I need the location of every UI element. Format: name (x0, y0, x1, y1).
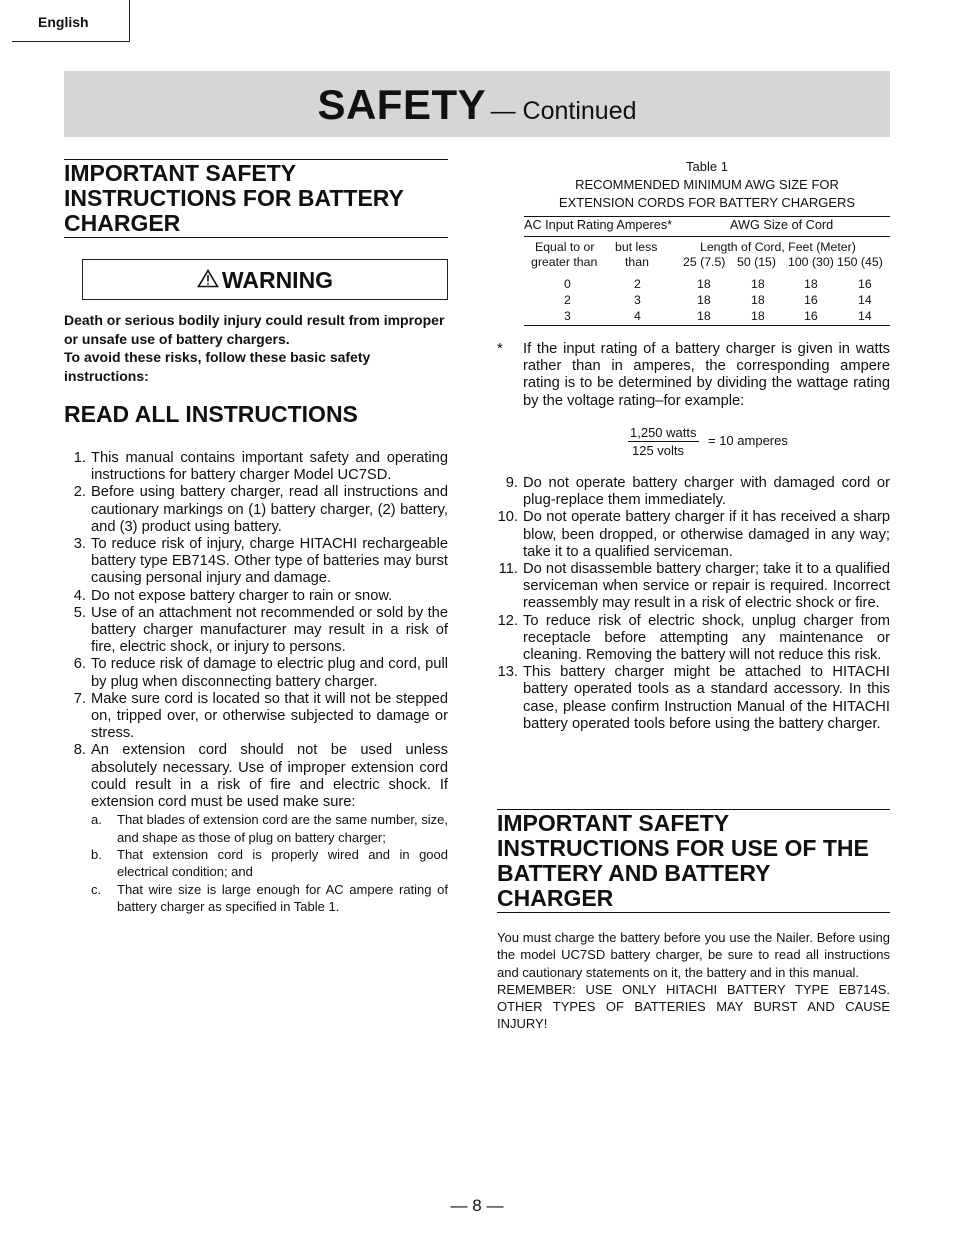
table-cell: 2 (634, 277, 641, 291)
page-number: — 8 — (450, 1196, 504, 1215)
footnote-text: If the input rating of a battery charger is given in watts rather than in amperes, the corresponding ampere rating is to be determined by dividing the wattage rating by the voltage rating–for example: (523, 341, 890, 409)
list-item: 7. Make sure cord is located so that it will not be stepped on, tripped over, or otherwise subjected to damage or stress. (73, 690, 448, 742)
table-group-header (524, 217, 890, 237)
section-heading-battery-charger: IMPORTANT SAFETY INSTRUCTIONS FOR BATTERY CHARGER (64, 159, 448, 238)
table-cell: 16 (804, 309, 818, 323)
list-item: 4. Do not expose battery charger to rain or snow. (73, 587, 393, 604)
footnote-marker: * (497, 341, 503, 357)
list-item: 6. To reduce risk of damage to electric plug and cord, pull by plug when disconnecting battery charger. (73, 656, 448, 690)
section-heading-battery-use: IMPORTANT SAFETY INSTRUCTIONS FOR USE OF THE BATTERY AND BATTERY CHARGER (497, 809, 890, 913)
sub-list-item: a. That blades of extension cord are the same number, size, and shape as those of plug on battery charger; (91, 812, 448, 845)
table-cell: 4 (634, 309, 641, 323)
warning-box (82, 259, 448, 300)
table-cell: 18 (751, 277, 765, 291)
table-sub-header: Equal to or greater than but less than Length of Cord, Feet (Meter) 25 (7.5) 50 (15) 100 (30) 150 (45) (531, 240, 883, 269)
paragraph: REMEMBER: USE ONLY HITACHI BATTERY TYPE EB714S. OTHER TYPES OF BATTERIES MAY BURST AND CAUSE INJURY! (497, 981, 890, 1032)
left-column (64, 159, 448, 916)
list-item: 9. Do not operate battery charger with damaged cord or plug-replace them immediately. (505, 475, 890, 509)
read-all-instructions-heading: READ ALL INSTRUCTIONS (64, 401, 358, 427)
table-cell: 0 (564, 277, 571, 291)
list-item: 10. Do not operate battery charger if it has received a sharp blow, been dropped, or otherwise damaged in any way; take it to a qualified serviceman. (497, 509, 890, 560)
section-battery-use (497, 809, 890, 913)
table-cell: 18 (751, 293, 765, 307)
table-cell: 18 (751, 309, 765, 323)
table-cell: 16 (804, 293, 818, 307)
table-header-cell: AWG Size of Cord (730, 218, 834, 232)
warning-label: WARNING (221, 267, 334, 293)
warning-text (64, 311, 448, 385)
list-item: 2. Before using battery charger, read all instructions and cautionary markings on (1) battery charger, (2) battery, and (3) product using battery. (73, 484, 448, 535)
list-item: 1. This manual contains important safety and operating instructions for battery charger Model UC7SD. (73, 450, 448, 484)
formula-numerator: 1,250 watts (630, 425, 697, 440)
instruction-list-continued (497, 475, 890, 733)
warning-line: Death or serious bodily injury could result from improper or unsafe use of battery chargers. (64, 312, 445, 347)
table-header-cell: AC Input Rating Amperes* (524, 218, 673, 232)
page-title-continued: — Continued (490, 97, 637, 125)
table-cell: 18 (697, 309, 711, 323)
sub-list-item: c. That wire size is large enough for AC ampere rating of battery charger as specified in Table 1. (91, 881, 448, 915)
sub-list-item: b. That extension cord is properly wired and in good electrical condition; and (91, 847, 448, 880)
battery-use-text (497, 929, 890, 1033)
sub-list (91, 811, 448, 915)
list-item: 11. Do not disassemble battery charger; take it to a qualified serviceman when service or repair is required. Incorrect reassembly may result in a risk of electric shock or fire. (498, 561, 890, 612)
awg-table (524, 158, 890, 326)
table-cell: 3 (564, 309, 571, 323)
formula-denominator: 125 volts (632, 443, 685, 458)
table-grid (524, 216, 890, 326)
language-tab: English (12, 0, 130, 42)
formula-result: = 10 amperes (708, 433, 788, 448)
table-cell: 18 (697, 277, 711, 291)
list-item: 5. Use of an attachment not recommended or sold by the battery charger manufacturer may result in a risk of fire, electric shock, or injury to persons. (73, 604, 448, 656)
table-cell: 3 (634, 293, 641, 307)
table-body (524, 277, 890, 325)
paragraph: You must charge the battery before you use the Nailer. Before using the model UC7SD battery charger, be sure to read all instructions and cautionary statements on it, the battery and in this manual. (497, 930, 890, 980)
list-item: 3. To reduce risk of injury, charge HITACHI rechargeable battery type EB714S. Other type of batteries may burst causing personal injury and damage. (73, 536, 448, 587)
formula (628, 424, 788, 459)
table-caption: Table 1 RECOMMENDED MINIMUM AWG SIZE FOR EXTENSION CORDS FOR BATTERY CHARGERS (558, 159, 856, 210)
instruction-list (64, 450, 448, 916)
table-cell: 18 (804, 277, 818, 291)
list-item: 12. To reduce risk of electric shock, unplug charger from receptacle before attempting any maintenance or cleaning. Removing the battery will not reduce this risk. (497, 612, 890, 664)
table-cell: 14 (858, 293, 872, 307)
warning-line: To avoid these risks, follow these basic safety instructions: (64, 349, 371, 384)
page-title: SAFETY (317, 81, 487, 128)
list-item: 13. This battery charger might be attached to HITACHI battery operated tools as a standard accessory. In this case, please confirm Instruction Manual of the HITACHI battery operated tools before using the battery charger. (497, 664, 890, 732)
list-item: 8. An extension cord should not be used unless absolutely necessary. Use of improper extension cord could result in a risk of fire and electric shock. If extension cord must be used make sure: a. That blades of extension cord are the same number, size, and shape as those of plug on battery charger; b. That extension cord is properly wired and in good electrical condition; and c. That wire size is large enough for AC ampere rating of battery charger as specified in Table 1. (73, 742, 448, 915)
table-cell: 14 (858, 309, 872, 323)
table-cell: 16 (858, 277, 872, 291)
table-cell: 18 (697, 293, 711, 307)
warning-triangle-icon (197, 260, 219, 300)
table-cell: 2 (564, 293, 571, 307)
page-title-band (64, 71, 890, 137)
footnote (497, 341, 890, 410)
